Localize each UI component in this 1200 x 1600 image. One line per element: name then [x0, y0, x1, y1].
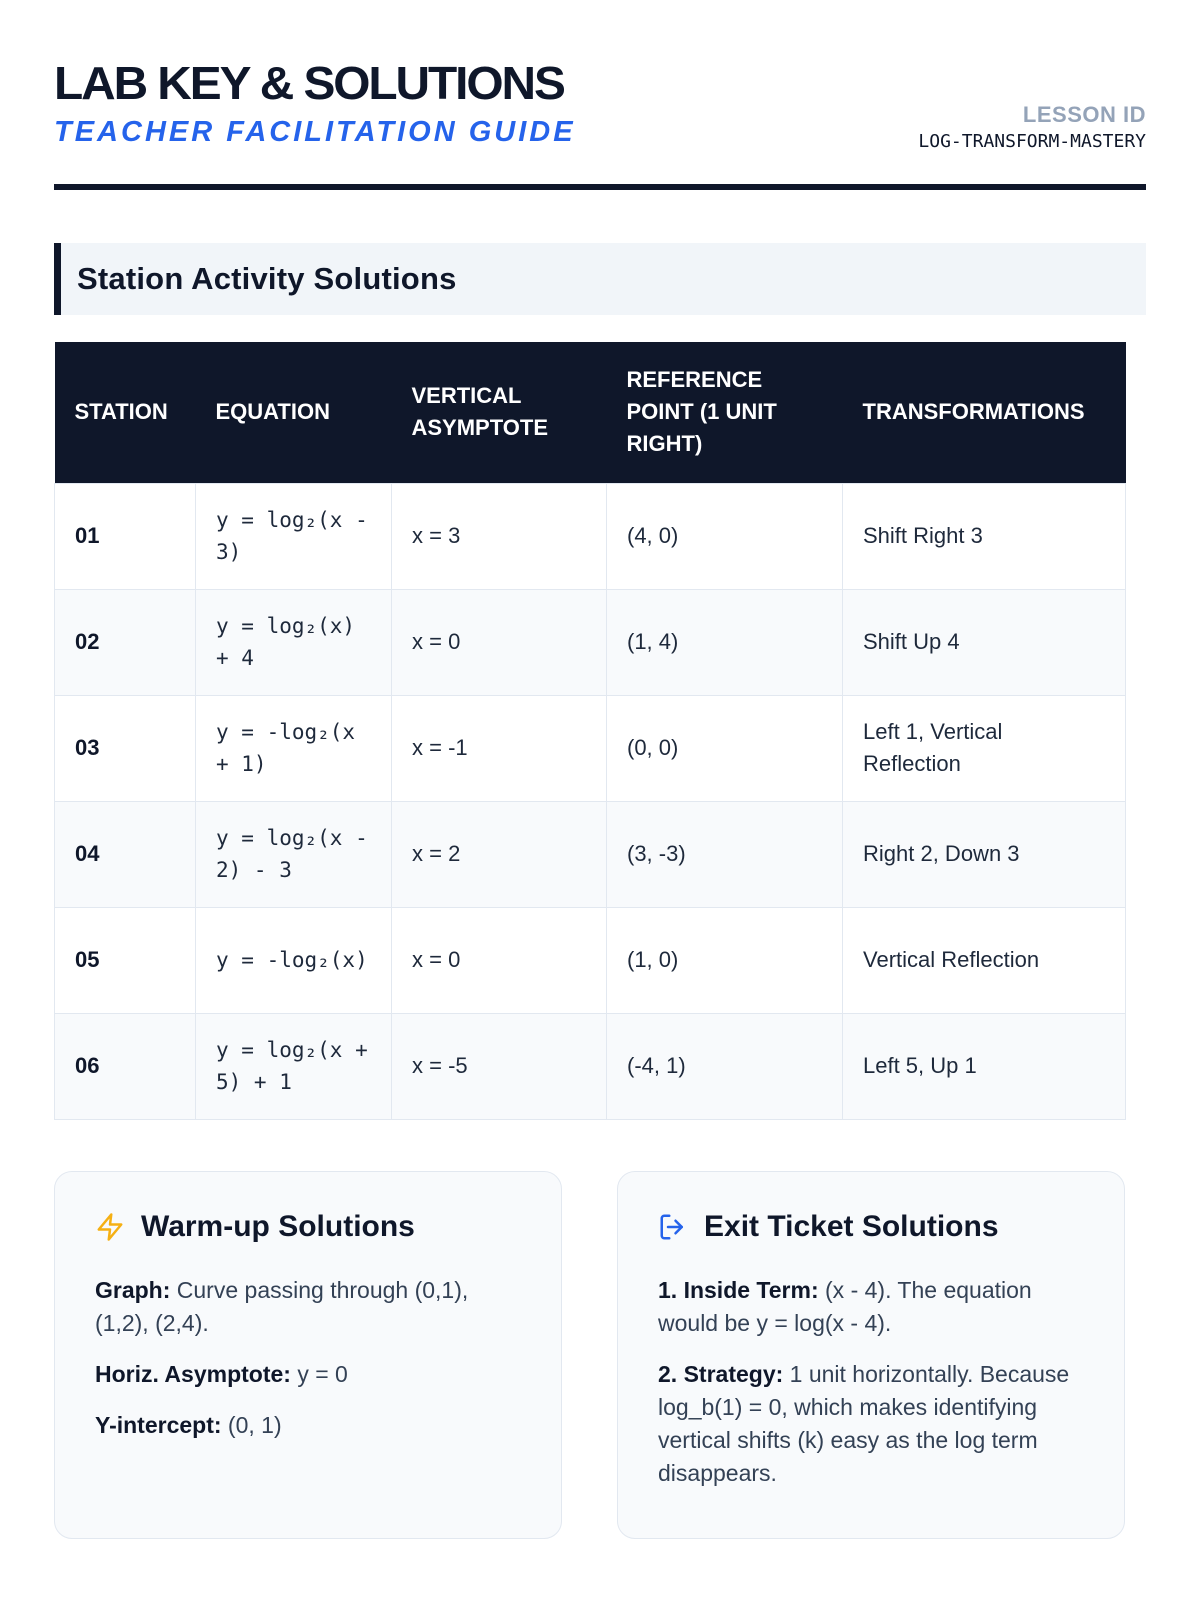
item-text: 1 unit horizontally. Because log_b(1) = 0, which makes identifying vertical shifts (k) easy as the log term disappears. — [658, 1361, 1070, 1486]
lesson-id-block — [918, 102, 1146, 154]
warmup-card-title: Warm-up Solutions — [141, 1210, 415, 1243]
station-cell: 04 — [55, 801, 196, 907]
section-heading — [54, 243, 1146, 315]
item-label: Horiz. Asymptote: — [95, 1361, 291, 1387]
item-label: Graph: — [95, 1277, 171, 1303]
reference-point-cell: (0, 0) — [607, 695, 843, 801]
item-label: Y-intercept: — [95, 1412, 222, 1438]
exit-icon — [658, 1212, 688, 1242]
asymptote-cell: x = -1 — [392, 695, 607, 801]
transformations-cell: Left 5, Up 1 — [843, 1013, 1126, 1119]
equation-cell: y = log₂(x) + 4 — [196, 589, 392, 695]
column-header-asymptote: VERTICAL ASYMPTOTE — [411, 383, 549, 441]
reference-point-cell: (1, 0) — [607, 907, 843, 1013]
asymptote-cell: x = 3 — [392, 483, 607, 589]
page-header — [54, 57, 1146, 190]
exit-item-inside-term — [658, 1274, 1084, 1340]
equation-cell: y = log₂(x - 2) - 3 — [196, 801, 392, 907]
column-header-reference-point: REFERENCE POINT (1 UNIT RIGHT) — [626, 367, 777, 457]
table-row — [55, 695, 1126, 801]
transformations-cell: Left 1, Vertical Reflection — [843, 695, 1126, 801]
exit-item-strategy — [658, 1358, 1084, 1490]
solution-cards — [54, 1171, 1125, 1539]
equation-cell: y = log₂(x - 3) — [196, 483, 392, 589]
item-text: y = 0 — [290, 1361, 348, 1387]
table-row — [55, 589, 1126, 695]
section-title: Station Activity Solutions — [77, 261, 457, 296]
lesson-id-label: LESSON ID — [1022, 102, 1146, 127]
transformations-cell: Vertical Reflection — [843, 907, 1126, 1013]
exit-card-title: Exit Ticket Solutions — [704, 1210, 999, 1243]
asymptote-cell: x = -5 — [392, 1013, 607, 1119]
warmup-item-asymptote — [95, 1358, 521, 1391]
column-header-equation: EQUATION — [215, 399, 330, 425]
lightning-icon — [95, 1212, 125, 1242]
warmup-item-intercept — [95, 1409, 521, 1442]
exit-card-header — [658, 1210, 1084, 1244]
column-header-transformations: TRANSFORMATIONS — [862, 399, 1085, 425]
asymptote-cell: x = 0 — [392, 907, 607, 1013]
table-row — [55, 483, 1126, 589]
column-header-station: STATION — [74, 399, 168, 425]
equation-cell: y = -log₂(x) — [196, 907, 392, 1013]
item-label: 1. Inside Term: — [658, 1277, 819, 1303]
station-cell: 06 — [55, 1013, 196, 1119]
transformations-cell: Right 2, Down 3 — [843, 801, 1126, 907]
equation-cell: y = -log₂(x + 1) — [196, 695, 392, 801]
reference-point-cell: (4, 0) — [607, 483, 843, 589]
warmup-item-graph — [95, 1274, 521, 1340]
item-text: Curve passing through (0,1), (1,2), (2,4). — [95, 1277, 469, 1336]
reference-point-cell: (1, 4) — [607, 589, 843, 695]
station-cell: 05 — [55, 907, 196, 1013]
table-row — [55, 907, 1126, 1013]
lesson-id-value: LOG-TRANSFORM-MASTERY — [918, 131, 1146, 152]
exit-ticket-card — [617, 1171, 1125, 1539]
station-cell: 02 — [55, 589, 196, 695]
warmup-solutions-card — [54, 1171, 562, 1539]
equation-cell: y = log₂(x + 5) + 1 — [196, 1013, 392, 1119]
table-row — [55, 1013, 1126, 1119]
transformations-cell: Shift Right 3 — [843, 483, 1126, 589]
reference-point-cell: (-4, 1) — [607, 1013, 843, 1119]
transformations-cell: Shift Up 4 — [843, 589, 1126, 695]
solutions-table — [54, 342, 1126, 1120]
table-header-row — [55, 342, 1126, 483]
asymptote-cell: x = 2 — [392, 801, 607, 907]
station-cell: 03 — [55, 695, 196, 801]
asymptote-cell: x = 0 — [392, 589, 607, 695]
station-cell: 01 — [55, 483, 196, 589]
item-text: (x - 4). The equation would be y = log(x - 4). — [658, 1277, 1032, 1336]
item-label: 2. Strategy: — [658, 1361, 784, 1387]
item-text: (0, 1) — [221, 1412, 282, 1438]
table-row — [55, 801, 1126, 907]
page-subtitle: TEACHER FACILITATION GUIDE — [54, 116, 576, 148]
page-title: LAB KEY & SOLUTIONS — [54, 57, 564, 109]
reference-point-cell: (3, -3) — [607, 801, 843, 907]
warmup-card-header — [95, 1210, 521, 1244]
